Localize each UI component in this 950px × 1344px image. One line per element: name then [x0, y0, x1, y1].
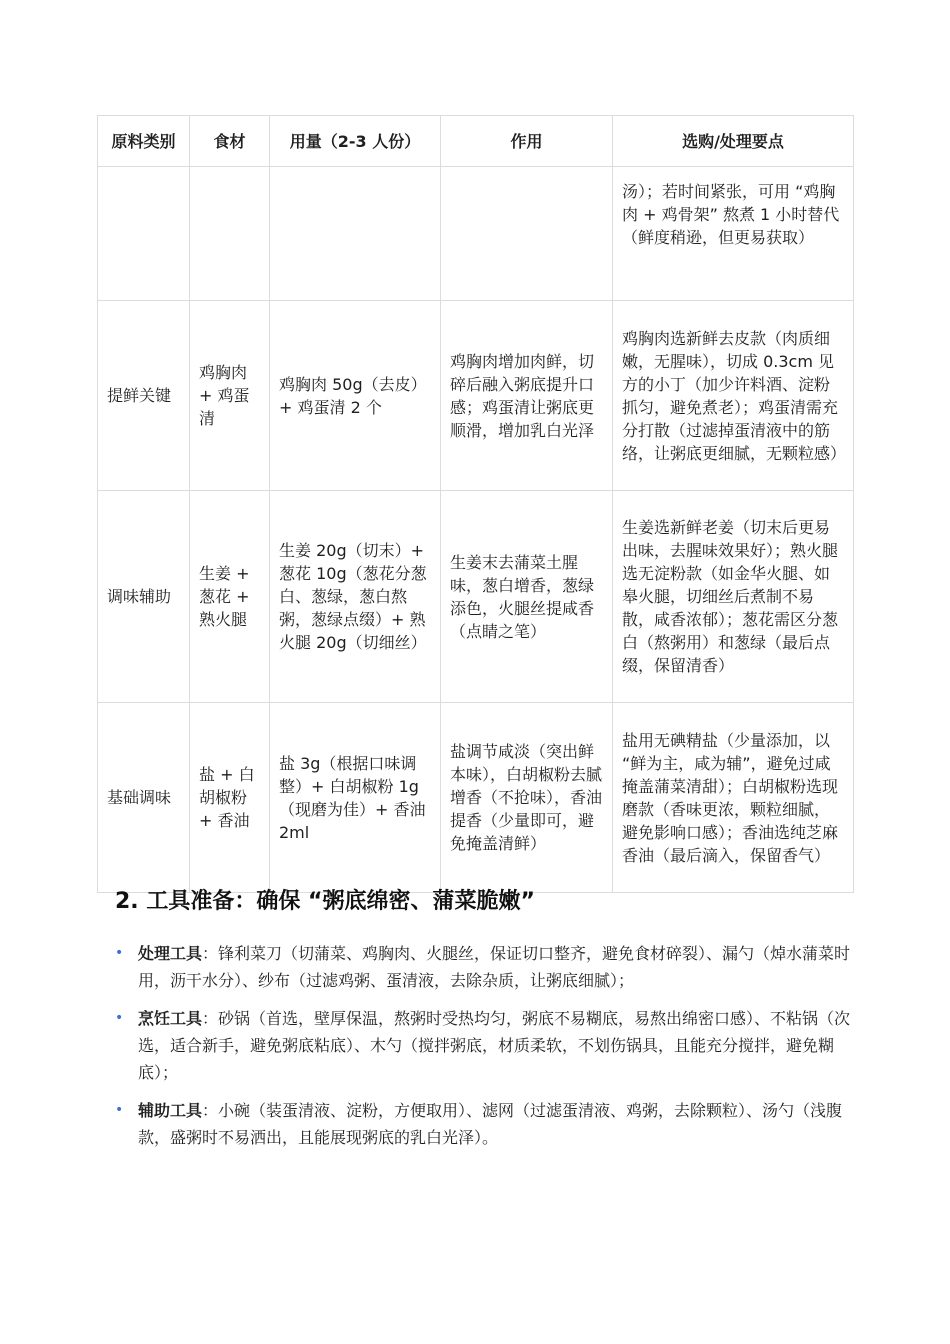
table-row — [98, 167, 854, 301]
tools-section — [115, 880, 855, 1162]
header-amount: 用量（2-3 人份） — [270, 116, 441, 167]
bullet-icon: • — [115, 945, 124, 961]
cell-category: 基础调味 — [98, 703, 190, 893]
header-tips: 选购/处理要点 — [613, 116, 854, 167]
cell-tips: 汤）；若时间紧张，可用 “鸡胸肉 + 鸡骨架” 熬煮 1 小时替代（鲜度稍逊，但更易获取） — [613, 167, 854, 301]
cell-role: 生姜末去蒲菜土腥味，葱白增香，葱绿添色，火腿丝提咸香（点睛之笔） — [441, 491, 613, 703]
cell-ingredient: 盐 + 白胡椒粉 + 香油 — [190, 703, 270, 893]
cell-tips: 盐用无碘精盐（少量添加，以 “鲜为主，咸为辅”，避免过咸掩盖蒲菜清甜）；白胡椒粉选现磨款（香味更浓，颗粒细腻，避免影响口感）；香油选纯芝麻香油（最后滴入，保留香气） — [613, 703, 854, 893]
cell-role — [441, 167, 613, 301]
list-item-text: ：小碗（装蛋清液、淀粉，方便取用）、滤网（过滤蛋清液、鸡粥，去除颗粒）、汤勺（浅腹款，盛粥时不易洒出，且能展现粥底的乳白光泽）。 — [138, 1101, 843, 1147]
cell-amount: 鸡胸肉 50g（去皮）+ 鸡蛋清 2 个 — [270, 301, 441, 491]
tools-list — [115, 940, 855, 1151]
list-item-text: ：锋利菜刀（切蒲菜、鸡胸肉、火腿丝，保证切口整齐，避免食材碎裂）、漏勺（焯水蒲菜时用，沥干水分）、纱布（过滤鸡粥、蛋清液，去除杂质，让粥底细腻）； — [138, 944, 851, 990]
cell-ingredient: 生姜 + 葱花 + 熟火腿 — [190, 491, 270, 703]
section-heading: 2. 工具准备：确保 “粥底绵密、蒲菜脆嫩” — [115, 889, 535, 914]
list-item — [115, 1097, 855, 1151]
cell-ingredient — [190, 167, 270, 301]
cell-amount: 盐 3g（根据口味调整）+ 白胡椒粉 1g（现磨为佳）+ 香油 2ml — [270, 703, 441, 893]
table-header-row — [98, 116, 854, 167]
cell-tips: 生姜选新鲜老姜（切末后更易出味，去腥味效果好）；熟火腿选无淀粉款（如金华火腿、如皋火腿，切细丝后煮制不易散，咸香浓郁）；葱花需区分葱白（熬粥用）和葱绿（最后点缀，保留清香） — [613, 491, 854, 703]
list-item-title: 辅助工具 — [138, 1101, 203, 1120]
header-role: 作用 — [441, 116, 613, 167]
cell-category — [98, 167, 190, 301]
header-ingredient: 食材 — [190, 116, 270, 167]
cell-category: 提鲜关键 — [98, 301, 190, 491]
table-row — [98, 491, 854, 703]
header-category: 原料类别 — [98, 116, 190, 167]
list-item-title: 处理工具 — [138, 944, 203, 963]
cell-role: 鸡胸肉增加肉鲜，切碎后融入粥底提升口感；鸡蛋清让粥底更顺滑，增加乳白光泽 — [441, 301, 613, 491]
ingredients-table — [97, 115, 854, 893]
cell-amount — [270, 167, 441, 301]
list-item — [115, 940, 855, 994]
table-row — [98, 703, 854, 893]
cell-amount: 生姜 20g（切末）+ 葱花 10g（葱花分葱白、葱绿，葱白熬粥，葱绿点缀）+ 熟火腿 20g（切细丝） — [270, 491, 441, 703]
list-item — [115, 1005, 855, 1086]
cell-category: 调味辅助 — [98, 491, 190, 703]
cell-tips: 鸡胸肉选新鲜去皮款（肉质细嫩，无腥味），切成 0.3cm 见方的小丁（加少许料酒、淀粉抓匀，避免煮老）；鸡蛋清需充分打散（过滤掉蛋清液中的筋络，让粥底更细腻，无颗粒感） — [613, 301, 854, 491]
cell-ingredient: 鸡胸肉 + 鸡蛋清 — [190, 301, 270, 491]
list-item-text: ：砂锅（首选，壁厚保温，熬粥时受热均匀，粥底不易糊底，易熬出绵密口感）、不粘锅（次选，适合新手，避免粥底粘底）、木勺（搅拌粥底，材质柔软，不划伤锅具，且能充分搅拌，避免糊底）； — [138, 1009, 851, 1082]
table-row — [98, 301, 854, 491]
list-item-title: 烹饪工具 — [138, 1009, 203, 1028]
bullet-icon: • — [115, 1102, 124, 1118]
bullet-icon: • — [115, 1010, 124, 1026]
cell-role: 盐调节咸淡（突出鲜本味），白胡椒粉去腻增香（不抢味），香油提香（少量即可，避免掩盖清鲜） — [441, 703, 613, 893]
